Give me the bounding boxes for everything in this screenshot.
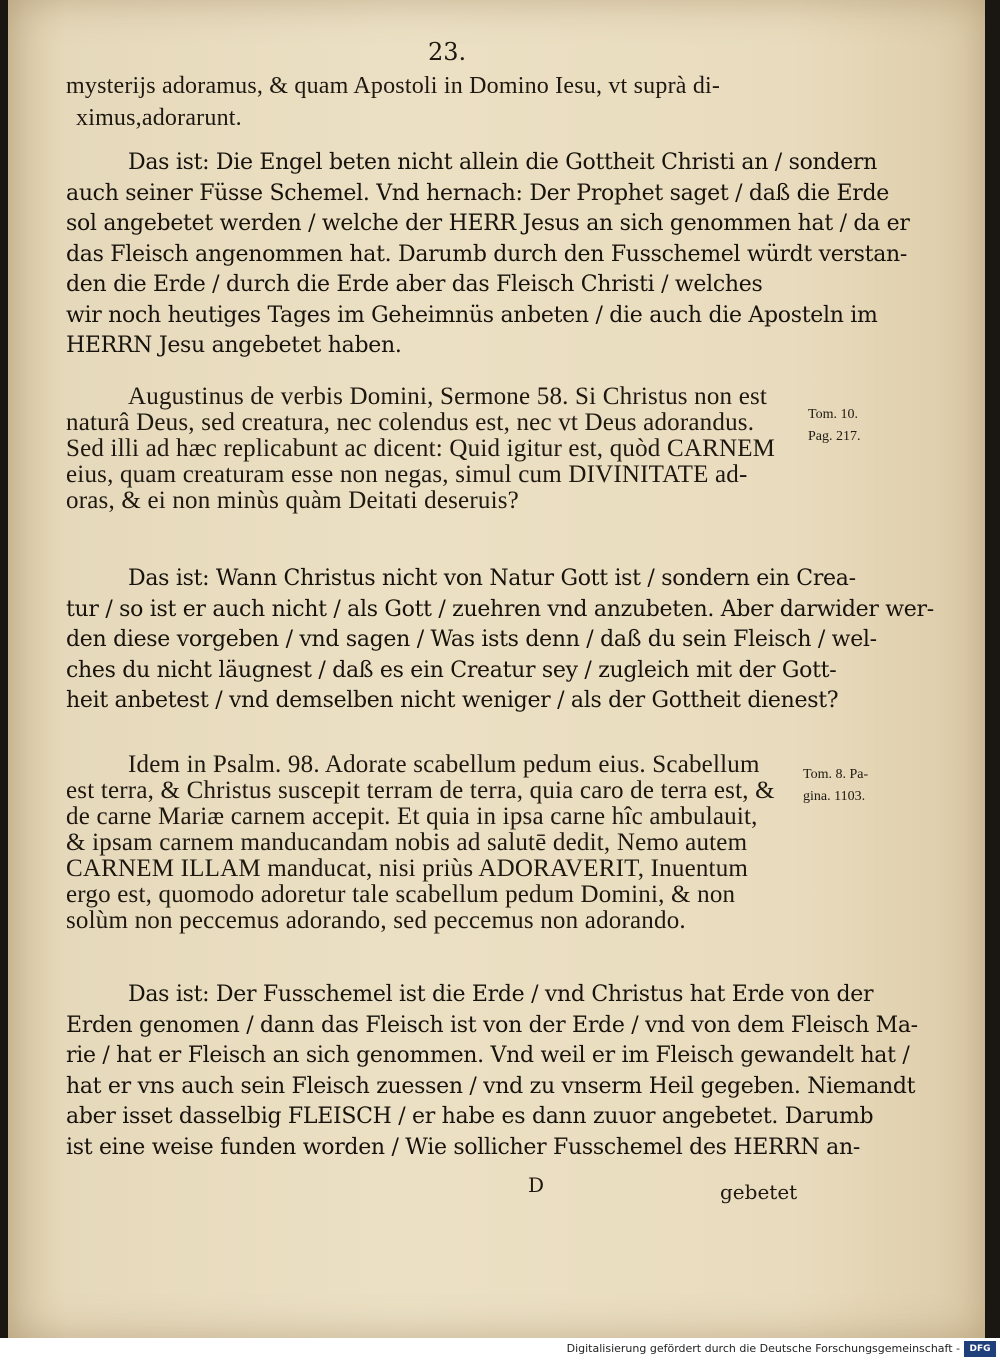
- text-line: HERRN Jesu angebetet haben.: [66, 333, 402, 358]
- page-number: 23.: [428, 38, 467, 66]
- margin-note-line: gina. 1103.: [803, 789, 866, 804]
- text-line: Augustinus de verbis Domini, Sermone 58. Si Christus non est: [128, 383, 768, 410]
- text-line: rie / hat er Fleisch an sich genommen. Vnd weil er im Fleisch gewandelt hat /: [66, 1043, 910, 1068]
- text-line: aber isset dasselbig FLEISCH / er habe es dann zuuor angebetet. Darumb: [66, 1104, 874, 1129]
- book-page: [8, 0, 985, 1338]
- text-line: naturâ Deus, sed creatura, nec colendus est, nec vt Deus adorandus.: [66, 409, 755, 436]
- text-line: ches du nicht läugnest / daß es ein Creatur sey / zugleich mit der Gott-: [66, 657, 837, 683]
- latin-paragraph-psalm: [66, 752, 796, 934]
- text-line: ist eine weise funden worden / Wie sollicher Fusschemel des HERRN an-: [66, 1134, 860, 1160]
- german-paragraph-1: [66, 148, 910, 362]
- text-line: den diese vorgeben / vnd sagen / Was ists denn / daß du sein Fleisch / wel-: [66, 627, 877, 652]
- signature-mark: D: [528, 1173, 545, 1197]
- text-line: Das ist: Wann Christus nicht von Natur Gott ist / sondern ein Crea-: [128, 566, 856, 591]
- text-line: eius, quam creaturam esse non negas, simul cum DIVINITATE ad-: [66, 461, 748, 488]
- text-line: das Fleisch angenommen hat. Darumb durch den Fusschemel würdt verstan-: [66, 241, 908, 267]
- text-line: oras, & ei non minùs quàm Deitati deseruis?: [66, 487, 519, 514]
- text-line: tur / so ist er auch nicht / als Gott / zuehren vnd anzubeten. Aber darwider wer-: [66, 596, 934, 622]
- text-line: heit anbetest / vnd demselben nicht weniger / als der Gottheit dienest?: [66, 688, 839, 713]
- text-line: auch seiner Füsse Schemel. Vnd hernach: Der Prophet saget / daß die Erde: [66, 180, 890, 206]
- text-line: sol angebetet werden / welche der HERR Jesus an sich genommen hat / da er: [66, 211, 910, 236]
- text-line: den die Erde / durch die Erde aber das Fleisch Christi / welches: [66, 272, 763, 297]
- latin-paragraph-augustinus: [66, 384, 796, 514]
- margin-note-line: Tom. 8. Pa-: [803, 767, 869, 782]
- german-paragraph-2: [66, 564, 934, 717]
- text-line: solùm non peccemus adorando, sed peccemus non adorando.: [66, 907, 686, 934]
- digitization-footer: [0, 1338, 1000, 1361]
- text-line: Das ist: Die Engel beten nicht allein die Gottheit Christi an / sondern: [128, 150, 878, 175]
- margin-note-1: [808, 404, 861, 448]
- text-line: Das ist: Der Fusschemel ist die Erde / vnd Christus hat Erde von der: [128, 982, 874, 1007]
- text-line: wir noch heutiges Tages im Geheimnüs anbeten / die auch die Aposteln im: [66, 302, 878, 328]
- margin-note-line: Pag. 217.: [808, 429, 861, 444]
- text-line: Sed illi ad hæc replicabunt ac dicent: Quid igitur est, quòd CARNEM: [66, 435, 776, 462]
- text-line: de carne Mariæ carnem accepit. Et quia in ipsa carne hîc ambulauit,: [66, 803, 758, 830]
- text-line: ximus,adorarunt.: [76, 105, 242, 131]
- german-paragraph-3: [66, 980, 918, 1163]
- margin-note-2: [803, 764, 868, 808]
- text-line: CARNEM ILLAM manducat, nisi priùs ADORAVERIT, Inuentum: [66, 855, 749, 882]
- catchword: gebetet: [720, 1180, 798, 1204]
- margin-note-line: Tom. 10.: [808, 407, 858, 422]
- text-line: ergo est, quomodo adoretur tale scabellum pedum Domini, & non: [66, 881, 736, 908]
- text-line: est terra, & Christus suscepit terram de terra, quia caro de terra est, &: [66, 777, 775, 804]
- text-line: & ipsam carnem manducandam nobis ad salutē dedit, Nemo autem: [66, 829, 748, 856]
- latin-paragraph-top: [66, 70, 796, 134]
- text-line: hat er vns auch sein Fleisch zuessen / vnd zu vnserm Heil gegeben. Niemandt: [66, 1073, 916, 1099]
- text-line: Idem in Psalm. 98. Adorate scabellum pedum eius. Scabellum: [128, 751, 760, 778]
- text-line: mysterijs adoramus, & quam Apostoli in Domino Iesu, vt suprà di-: [66, 73, 721, 99]
- footer-credit: Digitalisierung gefördert durch die Deutsche Forschungsgemeinschaft -: [566, 1342, 960, 1355]
- dfg-logo-icon: DFG: [964, 1341, 996, 1357]
- text-line: Erden genomen / dann das Fleisch ist von der Erde / vnd von dem Fleisch Ma-: [66, 1012, 918, 1038]
